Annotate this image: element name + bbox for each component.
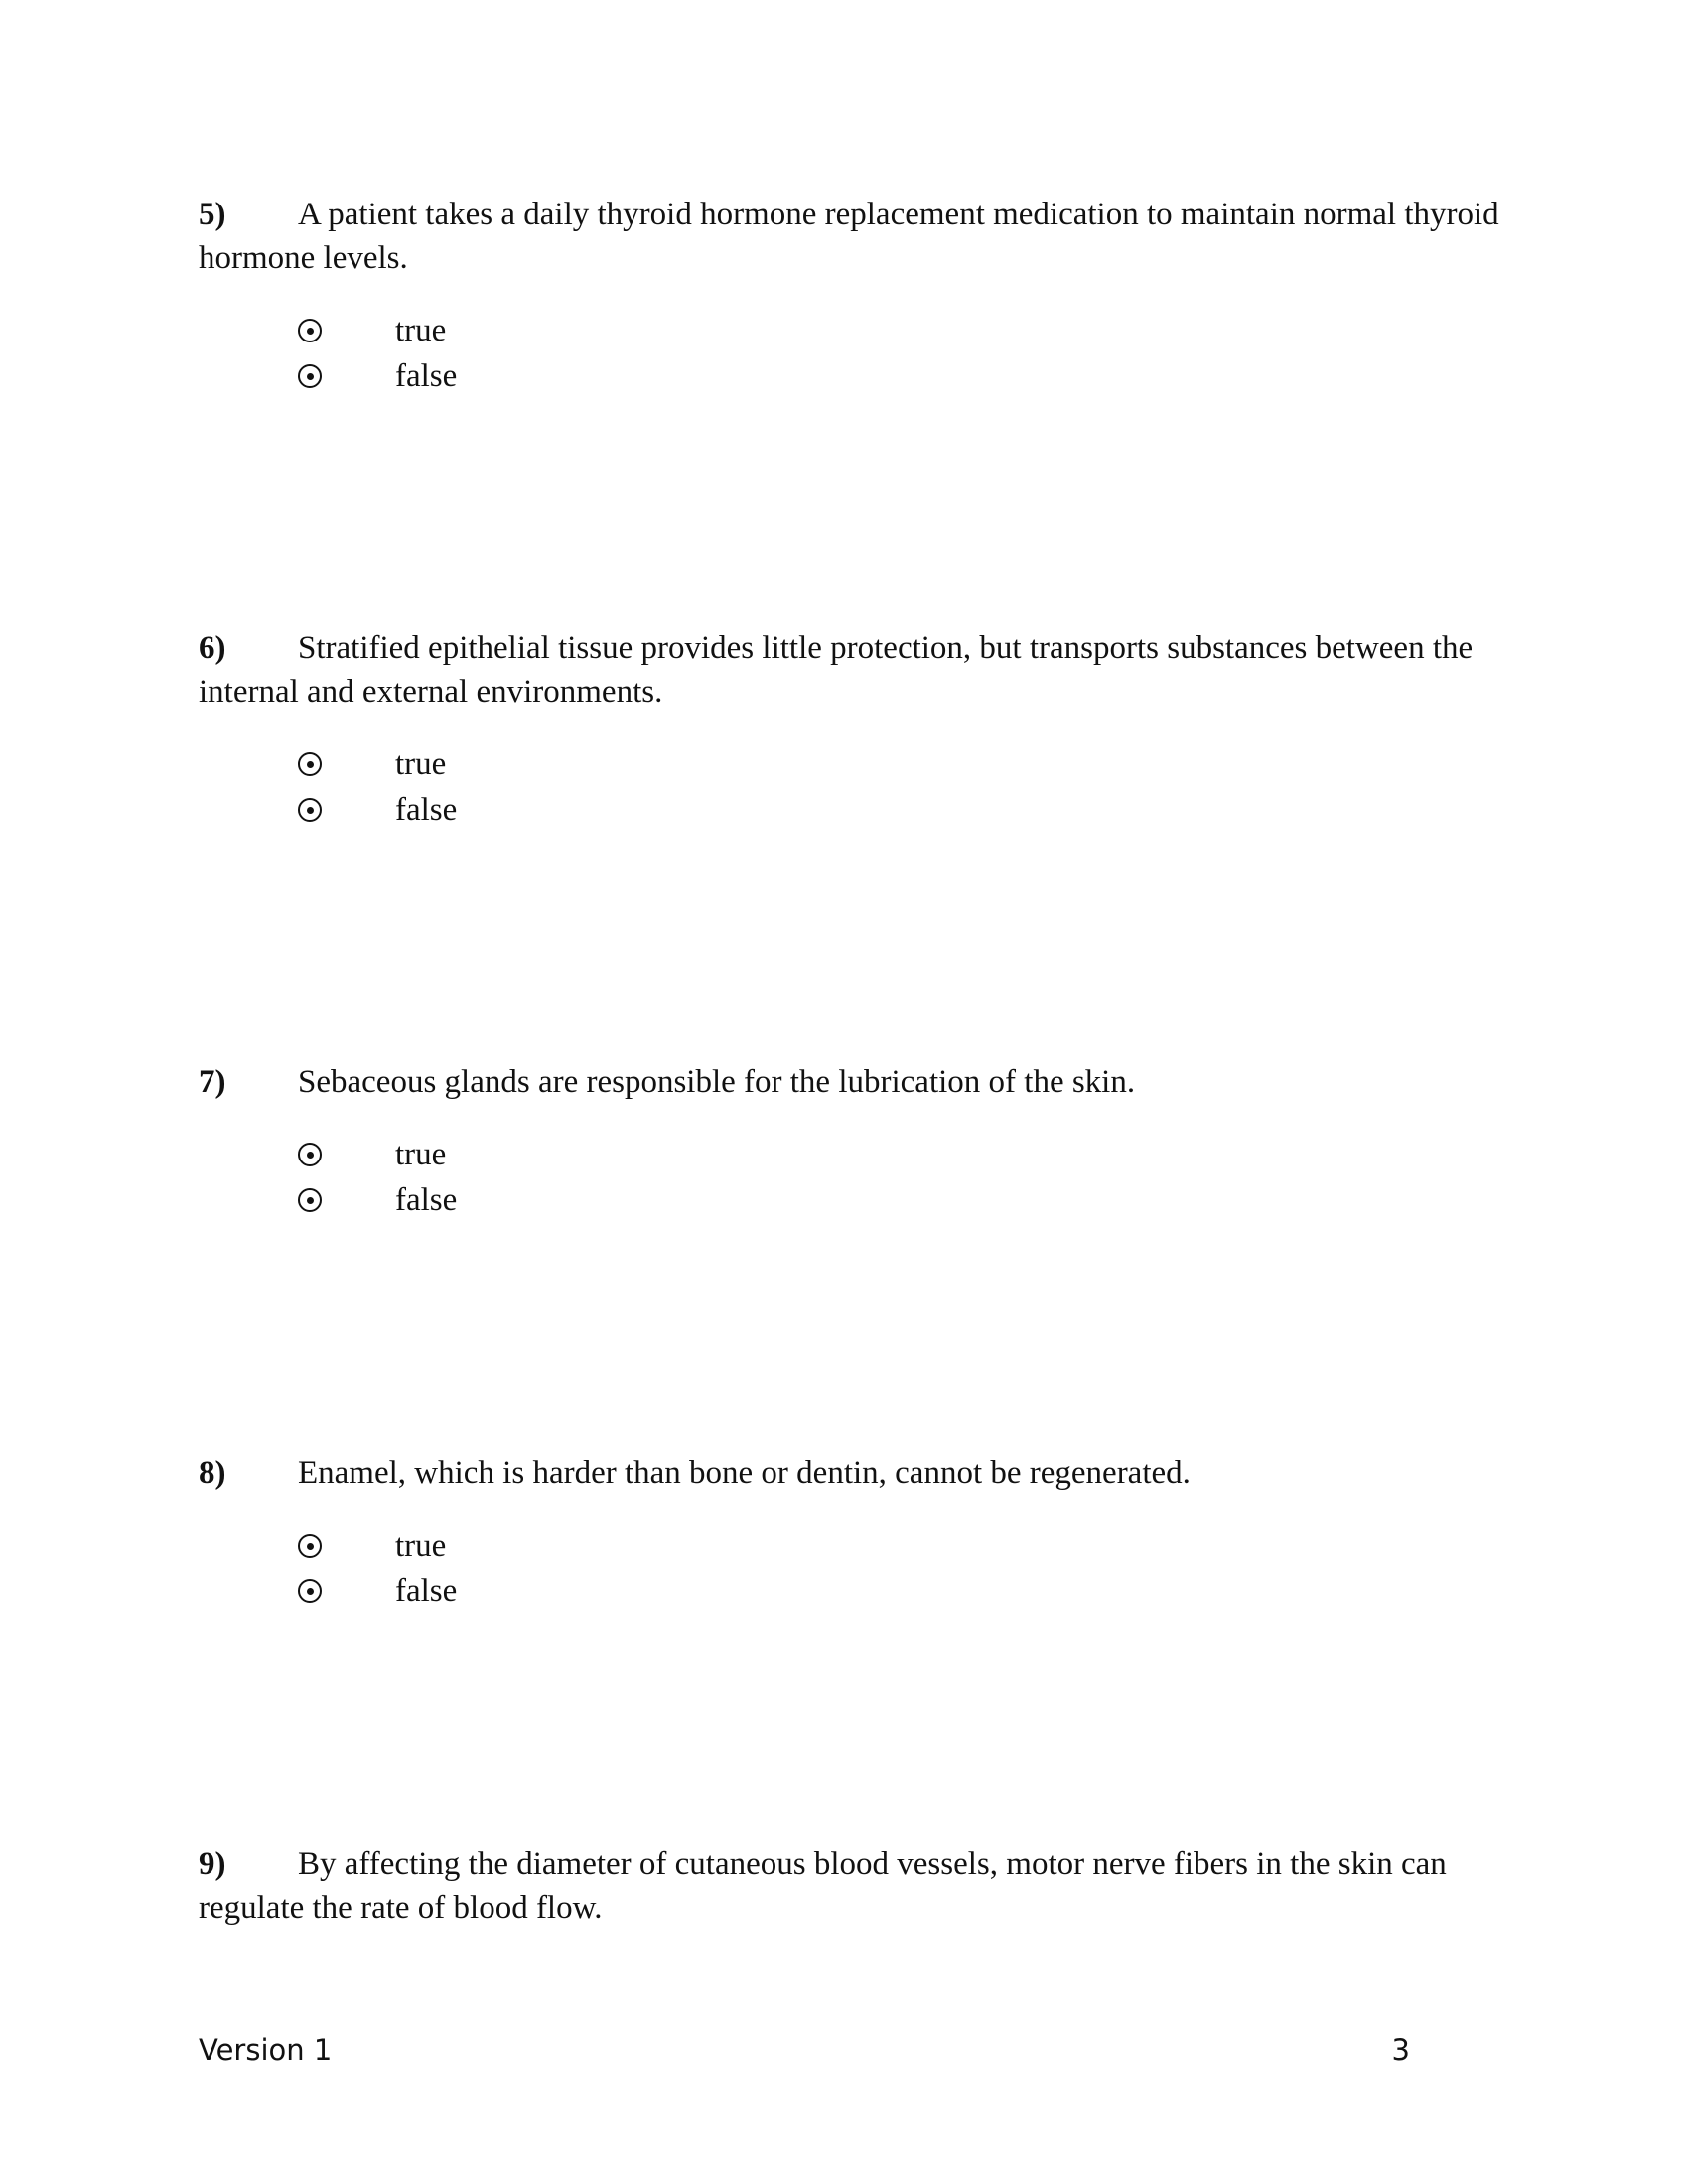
option-label: false — [395, 357, 458, 394]
question-number: 8) — [199, 1455, 226, 1491]
radio-button-icon[interactable] — [298, 798, 322, 822]
radio-button-icon[interactable] — [298, 1188, 322, 1212]
question-number: 6) — [199, 630, 226, 666]
option-label: false — [395, 791, 458, 828]
answer-options — [298, 742, 1509, 833]
option-label: false — [395, 1572, 458, 1609]
option-label: true — [395, 746, 447, 782]
question-stem — [199, 1060, 1509, 1104]
option-true[interactable] — [298, 742, 1509, 787]
answer-options — [298, 308, 1509, 399]
question-text: Sebaceous glands are responsible for the lubrication of the skin. — [298, 1064, 1136, 1100]
answer-options — [298, 1523, 1509, 1614]
page-number: 3 — [1391, 2033, 1410, 2067]
question-text: Enamel, which is harder than bone or dentin, cannot be regenerated. — [298, 1455, 1191, 1491]
option-true[interactable] — [298, 1132, 1509, 1177]
question-number: 5) — [199, 197, 226, 232]
question-stem — [199, 626, 1509, 714]
version-label: Version 1 — [199, 2033, 333, 2067]
question-number: 7) — [199, 1064, 226, 1100]
question-stem — [199, 193, 1509, 280]
question-number: 9) — [199, 1846, 226, 1882]
option-label: false — [395, 1181, 458, 1218]
radio-button-icon[interactable] — [298, 1534, 322, 1558]
option-false[interactable] — [298, 787, 1509, 833]
question-8 — [199, 1451, 1509, 1614]
option-label: true — [395, 1527, 447, 1564]
option-false[interactable] — [298, 1177, 1509, 1223]
answer-options — [298, 1132, 1509, 1223]
question-stem — [199, 1451, 1509, 1495]
radio-button-icon[interactable] — [298, 364, 322, 388]
option-label: true — [395, 1136, 447, 1172]
radio-button-icon[interactable] — [298, 1579, 322, 1603]
question-text: Stratified epithelial tissue provides little protection, but transports substances between the internal and external environments. — [199, 630, 1474, 710]
question-stem — [199, 1843, 1509, 1930]
option-true[interactable] — [298, 308, 1509, 353]
page-footer — [199, 2033, 1410, 2067]
question-5 — [199, 193, 1509, 399]
option-true[interactable] — [298, 1523, 1509, 1569]
option-false[interactable] — [298, 1569, 1509, 1614]
option-label: true — [395, 312, 447, 348]
radio-button-icon[interactable] — [298, 319, 322, 342]
radio-button-icon[interactable] — [298, 1143, 322, 1166]
question-9 — [199, 1843, 1509, 1930]
option-false[interactable] — [298, 353, 1509, 399]
question-6 — [199, 626, 1509, 833]
question-text: A patient takes a daily thyroid hormone replacement medication to maintain normal thyroid hormone levels. — [199, 197, 1499, 276]
question-text: By affecting the diameter of cutaneous blood vessels, motor nerve fibers in the skin can regulate the rate of blood flow. — [199, 1846, 1447, 1926]
radio-button-icon[interactable] — [298, 752, 322, 776]
question-7 — [199, 1060, 1509, 1223]
